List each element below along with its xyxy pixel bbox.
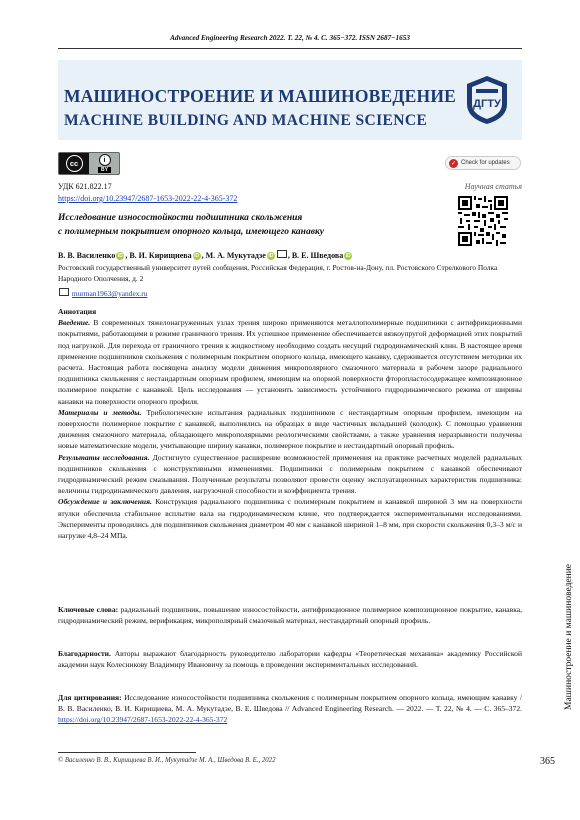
abstract-heading: Аннотация (58, 307, 97, 316)
check-for-updates-button[interactable] (445, 156, 521, 170)
check-updates-label: Check for updates (461, 160, 510, 166)
author-name: , В. И. Кирищиева (125, 251, 192, 260)
results-label: Результаты исследования. (58, 452, 150, 462)
copyright: © Василенко В. В., Кирищиева В. И., Мукутадзе М. А., Шведова В. Е., 2022 (58, 757, 276, 764)
header-divider (58, 48, 522, 49)
intro-label: Введение. (58, 318, 91, 328)
university-logo (464, 74, 510, 126)
citation-text: Исследование износостойкости подшипника скольжения с полимерным покрытием опорного кольца, имеющим канавку / В. В. Василенко, В. И. Кирищиева, М. А. Мукутадзе, В. Е. Шведова // Advanced Engineering Research. — 2022. — Т. 22, № 4. — С. 365–372. (58, 693, 522, 714)
citation-doi-link[interactable]: https://doi.org/10.23947/2687-1653-2022-22-4-365-372 (58, 715, 228, 725)
article-title: Исследование износостойкости подшипника скольжения с полимерным покрытием опорного кольца, имеющего канавку (58, 213, 324, 237)
orcid-icon[interactable]: iD (268, 253, 274, 259)
page-number: 365 (540, 756, 555, 767)
footer-divider (58, 752, 196, 753)
orcid-icon[interactable]: iD (345, 253, 351, 259)
logo-text: ДГТУ (473, 98, 501, 110)
crossmark-icon: ✓ (450, 160, 457, 167)
udk-code: УДК 621.822.17 (58, 182, 112, 191)
author-name: , В. Е. Шведова (287, 251, 344, 260)
discussion-label: Обсуждение и заключения. (58, 497, 152, 507)
citation (58, 692, 522, 726)
affiliation: Ростовский государственный университет путей сообщения, Российская Федерация, г. Ростов-на-Дону, пл. Ростовского Стрелкового Полка Народного Ополчения, д. 2 (58, 263, 498, 283)
methods-text: Трибологические испытания радиальных подшипников с нестандартным опорным профилем, имеющим на поверхности полимерное покрытие с канавкой, выполнялись на образцах в виде частичных вкладышей (колодок). С помощью уравнения движения смазочного материала, обладающего микрополярными реологическими свойствами, а также уравнения неразрывности получены новые математические модели, учитывающие ширину канавки, полимерное покрытие и нестандартный опорный профиль. (58, 407, 522, 451)
citation-label: Для цитирования: (58, 693, 122, 702)
intro-text: В современных тяжелонагруженных узлах трения широко применяются металлополимерные подшипники с антифрикционными покрытиями, работающими в режиме граничного трения. Их успешное применение обеспечивается вязкоупругой деформацией этих покрытий под нагрузкой. Для перехода от граничного трения к жидкостному необходимо создать несущий гидродинамический клин. В настоящее время применение подшипников скольжения с полимерным покрытием опорного кольца, имеющего канавку, сдерживается отсутствием методики их расчета. Настоящая работа посвящена анализу модели движения микрополярного смазочного материала в рабочем зазоре радиального подшипника скольжения с нестандартным опорным профилем, имеющим на опорной поверхности фторопластосодержащее композиционное полимерное покрытие с канавкой. Цель исследования — установить зависимость устойчивого гидродинамического режима от ширины канавки на поверхности опорного профиля. (58, 318, 522, 406)
keywords (58, 604, 522, 626)
cc-icon: cc (66, 155, 83, 172)
abstract (58, 306, 522, 541)
author-name: В. В. Василенко (58, 251, 116, 260)
article-type: Научная статья (464, 182, 522, 191)
email-link[interactable]: murman1963@yandex.ru (71, 289, 148, 298)
keywords-label: Ключевые слова: (58, 605, 119, 614)
cc-license-badge[interactable] (58, 152, 120, 175)
envelope-icon (59, 288, 69, 296)
section-banner (58, 60, 522, 140)
section-title-en: MACHINE BUILDING AND MACHINE SCIENCE (64, 112, 428, 129)
acknowledgements-text: Авторы выражают благодарность руководителю лаборатории кафедры «Теоретическая механика» академику Российской академии наук Колесникову Владимиру Ивановичу за помощь в проведении экспериментальных исследований. (58, 649, 522, 670)
acknowledgements-label: Благодарности. (58, 649, 111, 658)
side-section-label: Машиностроение и машиноведение (564, 563, 574, 710)
envelope-icon (277, 250, 287, 258)
journal-header: Advanced Engineering Research 2022. Т. 22, № 4. С. 365−372. ISSN 2687−1653 (170, 34, 410, 42)
keywords-text: радиальный подшипник, повышение износостойкости, антифрикционное полимерное композиционное покрытие, канавка, гидродинамический режим, верификация, микрополярный смазочный материал, нестандартный опорный профиль. (58, 605, 522, 626)
attribution-icon: i (99, 154, 111, 166)
orcid-icon[interactable]: iD (117, 253, 123, 259)
orcid-icon[interactable]: iD (194, 253, 200, 259)
email-line (58, 288, 147, 298)
author-list (58, 250, 353, 260)
doi-link[interactable]: https://doi.org/10.23947/2687-1653-2022-22-4-365-372 (58, 194, 238, 203)
methods-label: Материалы и методы. (58, 407, 142, 417)
section-title-ru: МАШИНОСТРОЕНИЕ И МАШИНОВЕДЕНИЕ (64, 86, 457, 106)
author-name: , М. А. Мукутадзе (201, 251, 266, 260)
acknowledgements (58, 648, 522, 670)
qr-code-icon[interactable] (458, 196, 508, 246)
results-text: Достигнуто существенное расширение возможностей применения на практике расчетных моделей радиальных подшипников скольжения с конструктивными изменениями. Подшипники с полимерным покрытием с канавкой обеспечивают гидродинамический режим смазывания. Полученные результаты позволяют провести оценку эксплуатационных характеристик подшипника: величины гидродинамического давления, нагрузочной способности и коэффициента трения. (58, 452, 522, 496)
discussion-text: Конструкция радиального подшипника с полимерным покрытием и канавкой шириной 3 мм на поверхности втулки обеспечила стабильное всплытие вала на гидродинамическом клине, что подтверждается экспериментальными исследованиями. Эксперименты проводились для подшипников скольжения диаметром 40 мм с канавкой шириной 1–8 мм, при скорости скольжения 0,3–3 м/с и нагрузке 4,8–24 МПа. (58, 497, 523, 541)
cc-by-label: BY (98, 167, 111, 173)
